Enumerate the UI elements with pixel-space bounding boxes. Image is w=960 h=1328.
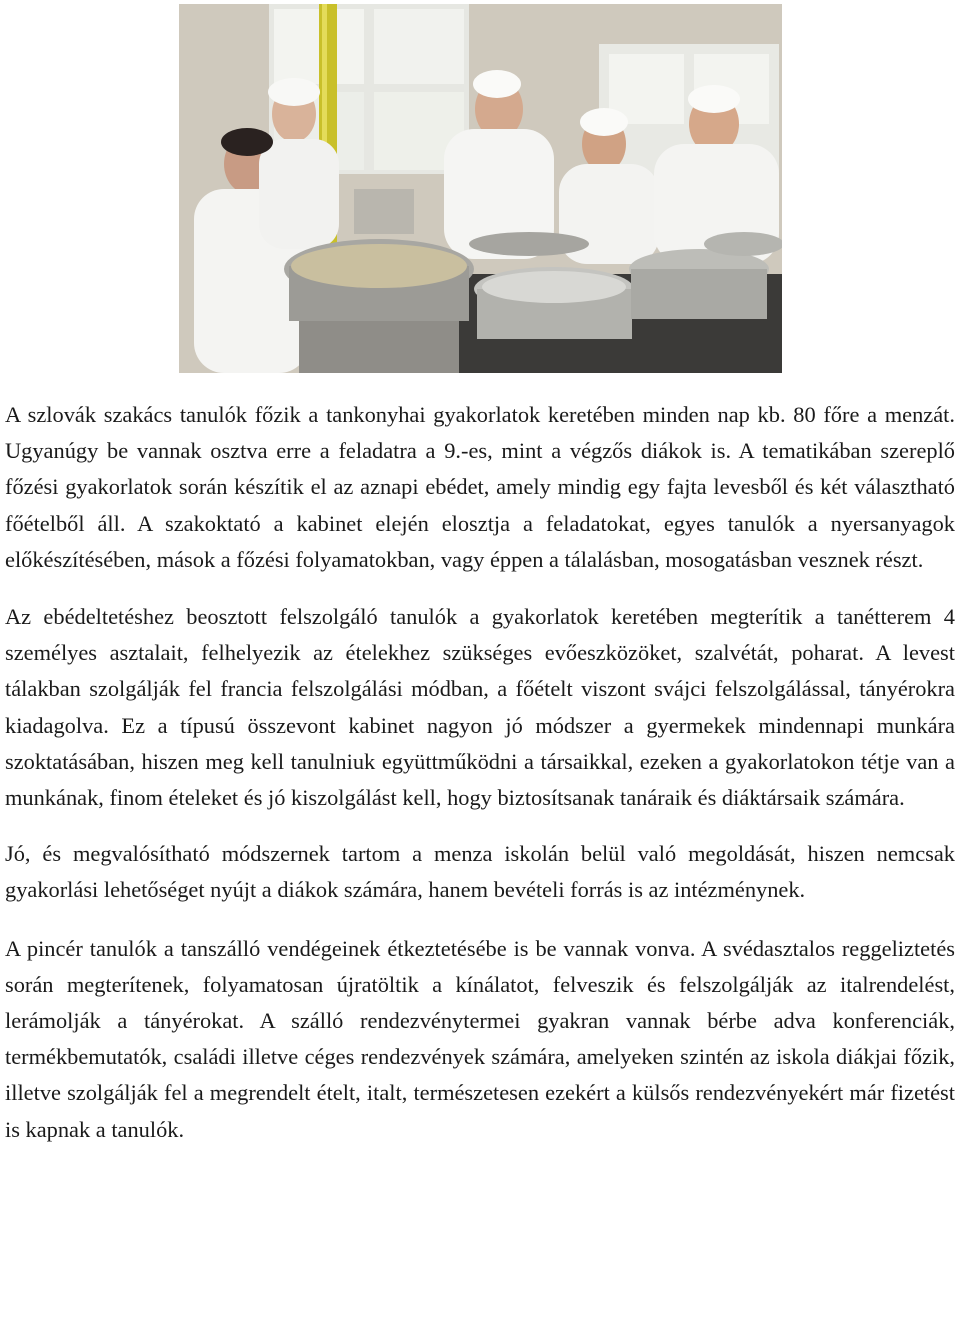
article-body [5, 397, 955, 1148]
paragraph-4: A pincér tanulók a tanszálló vendégeinek étkeztetésébe is be vannak vonva. A svédasztalos reggeliztetés során megterítenek, folyamatosan újratöltik a kínálatot, felveszik és felszolgálják az italrendelést, lerámolják a tányérokat. A szálló rendezvénytermei gyakran vannak bérbe adva konferenciák, termékbemutatók, családi illetve céges rendezvények számára, amelyeken szintén az iskola diákjai főzik, illetve szolgálják fel a megrendelt ételt, italt, természetesen ezekért a külsős rendezvényekért már fizetést is kapnak a tanulók. [5, 935, 955, 1142]
paragraph-1: A szlovák szakács tanulók főzik a tankonyhai gyakorlatok keretében minden nap kb. 80 főre a menzát. Ugyanúgy be vannak osztva erre a feladatra a 9.-es, mint a végzős diákok is. A tematikában szereplő főzési gyakorlatok során készítik el az aznapi ebédet, amely mindig egy fajta levesből és két választható főételből áll. A szakoktató a kabinet elején elosztja a feladatokat, egyes tanulók a nyersanyagok előkészítésében, mások a főzési folyamatokban, vagy éppen a tálalásban, mosogatásban vesznek részt. [5, 402, 955, 572]
paragraph-3: Jó, és megvalósítható módszernek tartom a menza iskolán belül való megoldását, hiszen nemcsak gyakorlási lehetőséget nyújt a diákok számára, hanem bevételi forrás is az intézménynek. [5, 841, 955, 903]
paragraph-2: Az ebédeltetéshez beosztott felszolgáló tanulók a gyakorlatok keretében megterítik a tanétterem 4 személyes asztalait, felhelyezik az ételekhez szükséges evőeszközöket, szalvétát, poharat. A levest tálakban szolgálják fel francia felszolgálási módban, a főételt viszont svájci felszolgálással, tányérokra kiadagolva. Ez a típusú összevont kabinet nagyon jó módszer a gyermekek mindennapi munkára szoktatásában, hiszen meg kell tanulniuk együttműködni a társaikkal, ezeken a gyakorlatokon tétje van a munkának, finom ételeket és jó kiszolgálást kell, hogy biztosítsanak tanáraik és diáktársaik számára. [5, 604, 955, 811]
kitchen-photo-illustration [179, 4, 782, 373]
kitchen-photo [179, 4, 782, 373]
